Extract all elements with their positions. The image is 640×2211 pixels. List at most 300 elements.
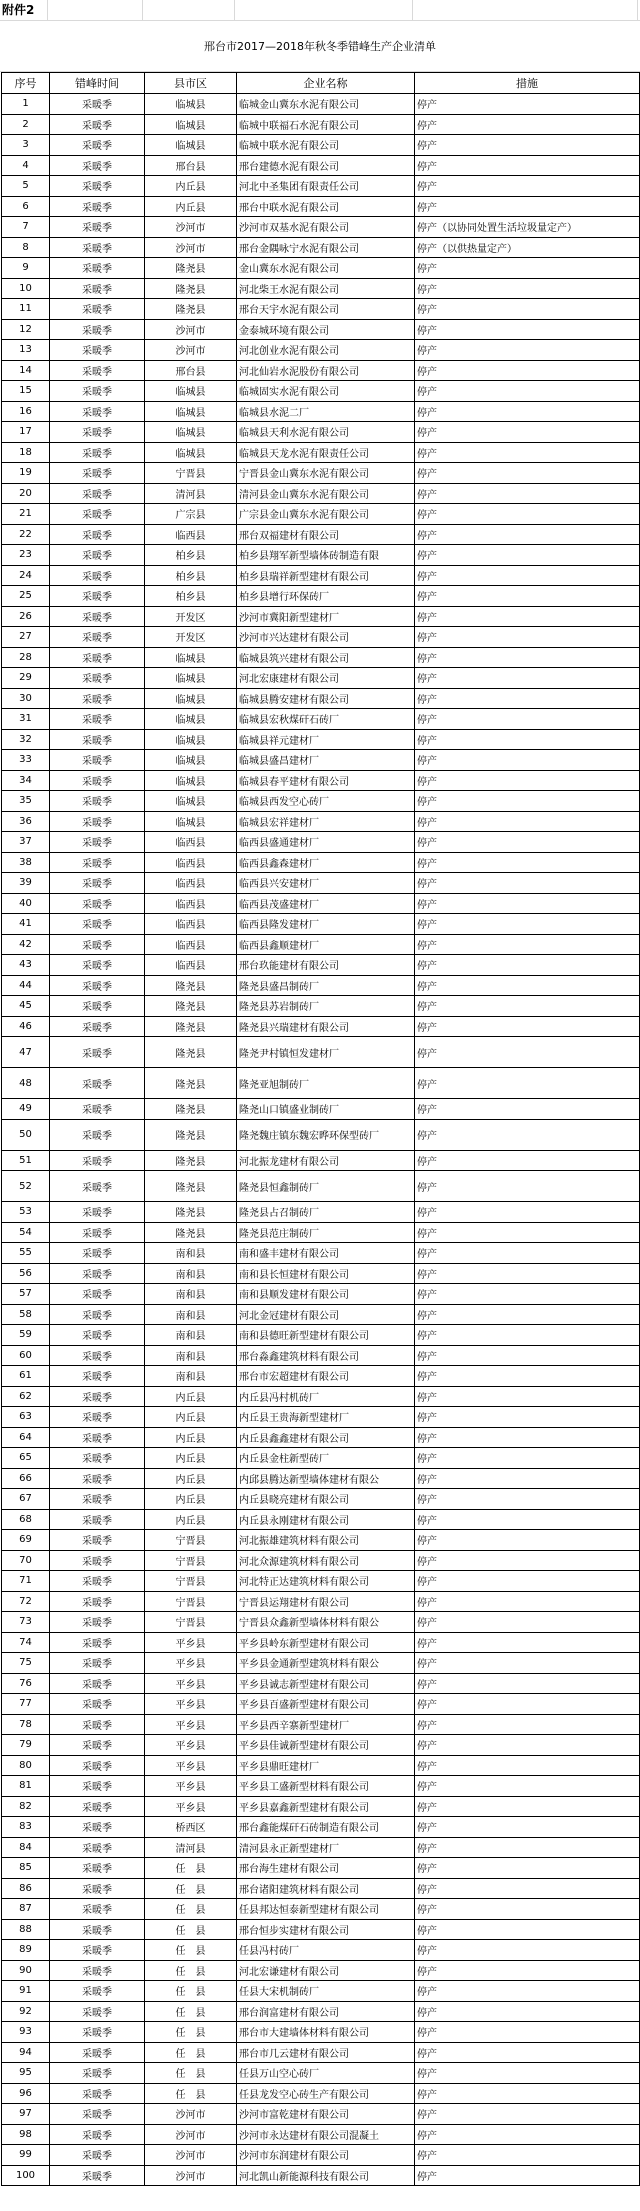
row-county: 任 县 [145, 1981, 237, 2002]
row-index: 100 [2, 2165, 50, 2186]
row-index: 89 [2, 1940, 50, 1961]
row-company: 广宗县金山冀东水泥有限公司 [237, 504, 415, 525]
row-index: 15 [2, 381, 50, 402]
row-company: 沙河市富乾建材有限公司 [237, 2104, 415, 2125]
row-index: 62 [2, 1386, 50, 1407]
row-index: 7 [2, 217, 50, 238]
row-index: 79 [2, 1735, 50, 1756]
row-county: 内丘县 [145, 1427, 237, 1448]
row-period: 采暖季 [50, 688, 145, 709]
row-period: 采暖季 [50, 1366, 145, 1387]
row-measure: 停产 [415, 1632, 640, 1653]
row-company: 隆尧县占召制砖厂 [237, 1202, 415, 1223]
row-period: 采暖季 [50, 2165, 145, 2186]
row-period: 采暖季 [50, 996, 145, 1017]
row-measure: 停产 [415, 1468, 640, 1489]
row-measure: 停产 [415, 873, 640, 894]
table-row [2, 2063, 640, 2084]
row-index: 99 [2, 2145, 50, 2166]
table-row [2, 135, 640, 156]
table-row [2, 1960, 640, 1981]
table-row [2, 1263, 640, 1284]
row-county: 隆尧县 [145, 1016, 237, 1037]
row-company: 内丘县永刚建材有限公司 [237, 1509, 415, 1530]
row-county: 内丘县 [145, 1386, 237, 1407]
row-period: 采暖季 [50, 832, 145, 853]
row-measure: 停产 [415, 1222, 640, 1243]
row-index: 37 [2, 832, 50, 853]
row-period: 采暖季 [50, 1981, 145, 2002]
row-company: 临城县筑兴建材有限公司 [237, 647, 415, 668]
row-county: 临城县 [145, 668, 237, 689]
row-company: 平乡县诚志新型建材有限公司 [237, 1673, 415, 1694]
row-company: 隆尧魏庄镇东魏宏晔环保型砖厂 [237, 1119, 415, 1150]
row-county: 宁晋县 [145, 1591, 237, 1612]
row-period: 采暖季 [50, 1755, 145, 1776]
row-measure: 停产 [415, 1591, 640, 1612]
row-company: 任县龙发空心砖生产有限公司 [237, 2083, 415, 2104]
row-county: 平乡县 [145, 1714, 237, 1735]
row-county: 内丘县 [145, 1448, 237, 1469]
row-index: 81 [2, 1776, 50, 1797]
row-measure: 停产 [415, 914, 640, 935]
row-measure: 停产 [415, 545, 640, 566]
row-index: 12 [2, 319, 50, 340]
row-measure: 停产 [415, 1694, 640, 1715]
table-row [2, 1530, 640, 1551]
row-company: 临城县西发空心砖厂 [237, 791, 415, 812]
row-index: 98 [2, 2124, 50, 2145]
row-period: 采暖季 [50, 1284, 145, 1305]
row-index: 8 [2, 237, 50, 258]
row-period: 采暖季 [50, 565, 145, 586]
header-period: 错峰时间 [50, 73, 145, 94]
row-index: 53 [2, 1202, 50, 1223]
row-measure: 停产 [415, 1509, 640, 1530]
row-period: 采暖季 [50, 1448, 145, 1469]
row-period: 采暖季 [50, 114, 145, 135]
table-row [2, 1037, 640, 1068]
row-measure: 停产 [415, 1550, 640, 1571]
row-county: 临西县 [145, 524, 237, 545]
table-row [2, 1653, 640, 1674]
row-measure: 停产 [415, 340, 640, 361]
row-period: 采暖季 [50, 2022, 145, 2043]
row-index: 88 [2, 1919, 50, 1940]
row-county: 沙河市 [145, 319, 237, 340]
table-row [2, 791, 640, 812]
row-measure: 停产 [415, 135, 640, 156]
row-company: 隆尧亚旭制砖厂 [237, 1068, 415, 1099]
row-measure: 停产（以供热量定产） [415, 237, 640, 258]
row-company: 宁晋县众鑫新型墙体材料有限公 [237, 1612, 415, 1633]
row-company: 临城固实水泥有限公司 [237, 381, 415, 402]
row-county: 柏乡县 [145, 545, 237, 566]
row-measure: 停产 [415, 442, 640, 463]
table-row [2, 114, 640, 135]
table-row [2, 873, 640, 894]
row-index: 80 [2, 1755, 50, 1776]
row-index: 66 [2, 1468, 50, 1489]
row-county: 南和县 [145, 1325, 237, 1346]
row-measure: 停产 [415, 688, 640, 709]
row-index: 52 [2, 1171, 50, 1202]
row-index: 9 [2, 258, 50, 279]
table-row [2, 914, 640, 935]
table-row [2, 524, 640, 545]
row-county: 内丘县 [145, 1407, 237, 1428]
row-period: 采暖季 [50, 1817, 145, 1838]
table-row [2, 1981, 640, 2002]
header-company: 企业名称 [237, 73, 415, 94]
row-county: 沙河市 [145, 340, 237, 361]
row-company: 内邱县腾达新型墙体建材有限公 [237, 1468, 415, 1489]
row-index: 94 [2, 2042, 50, 2063]
row-county: 临城县 [145, 688, 237, 709]
table-row [2, 688, 640, 709]
row-index: 14 [2, 360, 50, 381]
row-measure: 停产 [415, 1448, 640, 1469]
row-index: 57 [2, 1284, 50, 1305]
row-index: 51 [2, 1150, 50, 1171]
table-row [2, 278, 640, 299]
row-period: 采暖季 [50, 2145, 145, 2166]
row-company: 隆尧县恒鑫制砖厂 [237, 1171, 415, 1202]
row-period: 采暖季 [50, 155, 145, 176]
row-measure: 停产 [415, 504, 640, 525]
row-county: 内丘县 [145, 196, 237, 217]
row-period: 采暖季 [50, 914, 145, 935]
table-row [2, 709, 640, 730]
row-period: 采暖季 [50, 2042, 145, 2063]
row-index: 21 [2, 504, 50, 525]
row-county: 临西县 [145, 852, 237, 873]
row-measure: 停产 [415, 1366, 640, 1387]
table-row [2, 852, 640, 873]
row-company: 柏乡县增行环保砖厂 [237, 586, 415, 607]
row-measure: 停产 [415, 1068, 640, 1099]
row-index: 1 [2, 94, 50, 115]
row-county: 平乡县 [145, 1776, 237, 1797]
title-row [0, 21, 640, 72]
row-company: 宁晋县运翔建材有限公司 [237, 1591, 415, 1612]
row-measure: 停产 [415, 975, 640, 996]
row-measure: 停产 [415, 2145, 640, 2166]
row-company: 临城县春平建材有限公司 [237, 770, 415, 791]
row-company: 沙河市东润建材有限公司 [237, 2145, 415, 2166]
row-measure: 停产 [415, 1171, 640, 1202]
row-period: 采暖季 [50, 442, 145, 463]
row-company: 邢台天宇水泥有限公司 [237, 299, 415, 320]
table-row [2, 1878, 640, 1899]
row-index: 73 [2, 1612, 50, 1633]
row-county: 临西县 [145, 873, 237, 894]
row-index: 86 [2, 1878, 50, 1899]
row-company: 邢台鑫能煤矸石砖制造有限公司 [237, 1817, 415, 1838]
row-county: 柏乡县 [145, 586, 237, 607]
row-period: 采暖季 [50, 1735, 145, 1756]
row-company: 南和县长恒建材有限公司 [237, 1263, 415, 1284]
row-county: 南和县 [145, 1263, 237, 1284]
row-county: 临城县 [145, 770, 237, 791]
row-company: 临城县水泥二厂 [237, 401, 415, 422]
row-period: 采暖季 [50, 1407, 145, 1428]
table-body [2, 94, 640, 2186]
row-company: 临城县天利水泥有限公司 [237, 422, 415, 443]
row-period: 采暖季 [50, 217, 145, 238]
row-measure: 停产 [415, 2124, 640, 2145]
row-county: 平乡县 [145, 1632, 237, 1653]
table-row [2, 811, 640, 832]
row-county: 邢台县 [145, 155, 237, 176]
row-index: 78 [2, 1714, 50, 1735]
row-measure: 停产（以协同处置生活垃圾量定产） [415, 217, 640, 238]
table-row [2, 1119, 640, 1150]
table-row [2, 463, 640, 484]
row-measure: 停产 [415, 1037, 640, 1068]
row-company: 清河县金山冀东水泥有限公司 [237, 483, 415, 504]
row-period: 采暖季 [50, 258, 145, 279]
row-index: 42 [2, 934, 50, 955]
row-company: 邢台市几云建材有限公司 [237, 2042, 415, 2063]
row-index: 41 [2, 914, 50, 935]
row-measure: 停产 [415, 360, 640, 381]
row-period: 采暖季 [50, 1068, 145, 1099]
row-index: 77 [2, 1694, 50, 1715]
row-measure: 停产 [415, 606, 640, 627]
row-index: 46 [2, 1016, 50, 1037]
row-measure: 停产 [415, 934, 640, 955]
row-county: 临城县 [145, 401, 237, 422]
row-index: 22 [2, 524, 50, 545]
table-row [2, 586, 640, 607]
row-measure: 停产 [415, 176, 640, 197]
table-row [2, 1735, 640, 1756]
row-county: 内丘县 [145, 1489, 237, 1510]
row-county: 平乡县 [145, 1653, 237, 1674]
row-company: 任县大宋机制砖厂 [237, 1981, 415, 2002]
table-row [2, 1632, 640, 1653]
header-index: 序号 [2, 73, 50, 94]
row-county: 平乡县 [145, 1673, 237, 1694]
row-company: 临西县盛通建材厂 [237, 832, 415, 853]
row-county: 清河县 [145, 1837, 237, 1858]
row-county: 广宗县 [145, 504, 237, 525]
row-measure: 停产 [415, 709, 640, 730]
row-measure: 停产 [415, 955, 640, 976]
table-row [2, 1202, 640, 1223]
table-row [2, 196, 640, 217]
row-index: 19 [2, 463, 50, 484]
row-index: 26 [2, 606, 50, 627]
row-county: 平乡县 [145, 1694, 237, 1715]
row-index: 27 [2, 627, 50, 648]
row-measure: 停产 [415, 1796, 640, 1817]
row-measure: 停产 [415, 319, 640, 340]
row-county: 临城县 [145, 422, 237, 443]
row-company: 平乡县佳诚新型建材有限公司 [237, 1735, 415, 1756]
row-measure: 停产 [415, 1673, 640, 1694]
row-measure: 停产 [415, 1940, 640, 1961]
row-period: 采暖季 [50, 1150, 145, 1171]
row-period: 采暖季 [50, 381, 145, 402]
row-period: 采暖季 [50, 545, 145, 566]
row-county: 柏乡县 [145, 565, 237, 586]
table-row [2, 1694, 640, 1715]
row-measure: 停产 [415, 2165, 640, 2186]
row-period: 采暖季 [50, 2063, 145, 2084]
row-period: 采暖季 [50, 1202, 145, 1223]
row-index: 17 [2, 422, 50, 443]
row-company: 河北金冠建材有限公司 [237, 1304, 415, 1325]
row-period: 采暖季 [50, 1776, 145, 1797]
row-company: 宁晋县金山冀东水泥有限公司 [237, 463, 415, 484]
row-measure: 停产 [415, 893, 640, 914]
table-row [2, 1222, 640, 1243]
row-index: 90 [2, 1960, 50, 1981]
table-row [2, 1919, 640, 1940]
row-measure: 停产 [415, 1571, 640, 1592]
row-county: 任 县 [145, 1899, 237, 1920]
row-measure: 停产 [415, 1016, 640, 1037]
row-period: 采暖季 [50, 1714, 145, 1735]
table-row [2, 1796, 640, 1817]
row-period: 采暖季 [50, 483, 145, 504]
row-index: 23 [2, 545, 50, 566]
row-county: 临西县 [145, 893, 237, 914]
table-row [2, 401, 640, 422]
row-company: 临城县祥元建材厂 [237, 729, 415, 750]
enterprise-table [1, 72, 640, 2186]
row-index: 43 [2, 955, 50, 976]
row-measure: 停产 [415, 1304, 640, 1325]
row-company: 临城县盛昌建材厂 [237, 750, 415, 771]
row-company: 内丘县晓亮建材有限公司 [237, 1489, 415, 1510]
table-row [2, 2042, 640, 2063]
table-row [2, 340, 640, 361]
row-county: 临城县 [145, 442, 237, 463]
row-period: 采暖季 [50, 668, 145, 689]
row-company: 内丘县鑫鑫建材有限公司 [237, 1427, 415, 1448]
row-company: 邢台海生建材有限公司 [237, 1858, 415, 1879]
row-period: 采暖季 [50, 975, 145, 996]
row-index: 36 [2, 811, 50, 832]
table-row [2, 750, 640, 771]
row-company: 邢台润富建材有限公司 [237, 2001, 415, 2022]
row-measure: 停产 [415, 1263, 640, 1284]
row-period: 采暖季 [50, 1796, 145, 1817]
row-period: 采暖季 [50, 278, 145, 299]
row-county: 隆尧县 [145, 1171, 237, 1202]
row-measure: 停产 [415, 2042, 640, 2063]
page-title: 邢台市2017—2018年秋冬季错峰生产企业清单 [204, 40, 436, 53]
row-company: 河北凯山新能源科技有限公司 [237, 2165, 415, 2186]
row-index: 20 [2, 483, 50, 504]
row-period: 采暖季 [50, 627, 145, 648]
row-county: 南和县 [145, 1366, 237, 1387]
table-row [2, 770, 640, 791]
row-county: 隆尧县 [145, 1222, 237, 1243]
row-period: 采暖季 [50, 1427, 145, 1448]
row-company: 邢台市宏超建材有限公司 [237, 1366, 415, 1387]
row-period: 采暖季 [50, 729, 145, 750]
row-index: 60 [2, 1345, 50, 1366]
row-period: 采暖季 [50, 647, 145, 668]
row-index: 40 [2, 893, 50, 914]
table-row [2, 1489, 640, 1510]
row-period: 采暖季 [50, 2104, 145, 2125]
row-measure: 停产 [415, 1243, 640, 1264]
row-period: 采暖季 [50, 1263, 145, 1284]
row-index: 56 [2, 1263, 50, 1284]
table-row [2, 729, 640, 750]
row-index: 58 [2, 1304, 50, 1325]
row-measure: 停产 [415, 832, 640, 853]
row-company: 河北柴王水泥有限公司 [237, 278, 415, 299]
row-measure: 停产 [415, 381, 640, 402]
table-row [2, 1427, 640, 1448]
row-measure: 停产 [415, 627, 640, 648]
table-row [2, 668, 640, 689]
table-row [2, 1171, 640, 1202]
row-county: 临城县 [145, 647, 237, 668]
row-measure: 停产 [415, 791, 640, 812]
table-row [2, 606, 640, 627]
row-measure: 停产 [415, 1899, 640, 1920]
row-measure: 停产 [415, 729, 640, 750]
row-county: 宁晋县 [145, 1571, 237, 1592]
row-period: 采暖季 [50, 1550, 145, 1571]
row-period: 采暖季 [50, 1243, 145, 1264]
row-period: 采暖季 [50, 1016, 145, 1037]
row-period: 采暖季 [50, 1673, 145, 1694]
row-period: 采暖季 [50, 1591, 145, 1612]
row-company: 隆尧山口镇盛业制砖厂 [237, 1099, 415, 1120]
row-company: 隆尧县范庄制砖厂 [237, 1222, 415, 1243]
table-row [2, 1016, 640, 1037]
row-period: 采暖季 [50, 1099, 145, 1120]
row-county: 宁晋县 [145, 1530, 237, 1551]
row-measure: 停产 [415, 1119, 640, 1150]
table-row [2, 832, 640, 853]
row-county: 清河县 [145, 483, 237, 504]
row-company: 南和县德旺新型建材有限公司 [237, 1325, 415, 1346]
row-company: 任县冯村砖厂 [237, 1940, 415, 1961]
row-period: 采暖季 [50, 2124, 145, 2145]
row-index: 75 [2, 1653, 50, 1674]
table-row [2, 155, 640, 176]
row-company: 内丘县冯村机砖厂 [237, 1386, 415, 1407]
table-row [2, 1509, 640, 1530]
row-measure: 停产 [415, 2083, 640, 2104]
row-period: 采暖季 [50, 2001, 145, 2022]
table-row [2, 2104, 640, 2125]
row-period: 采暖季 [50, 1653, 145, 1674]
row-index: 49 [2, 1099, 50, 1120]
row-index: 28 [2, 647, 50, 668]
row-county: 隆尧县 [145, 975, 237, 996]
row-county: 临城县 [145, 811, 237, 832]
table-row [2, 647, 640, 668]
row-index: 76 [2, 1673, 50, 1694]
row-measure: 停产 [415, 1919, 640, 1940]
row-county: 内丘县 [145, 1509, 237, 1530]
row-index: 2 [2, 114, 50, 135]
row-index: 30 [2, 688, 50, 709]
row-county: 临城县 [145, 729, 237, 750]
row-period: 采暖季 [50, 1694, 145, 1715]
row-measure: 停产 [415, 586, 640, 607]
